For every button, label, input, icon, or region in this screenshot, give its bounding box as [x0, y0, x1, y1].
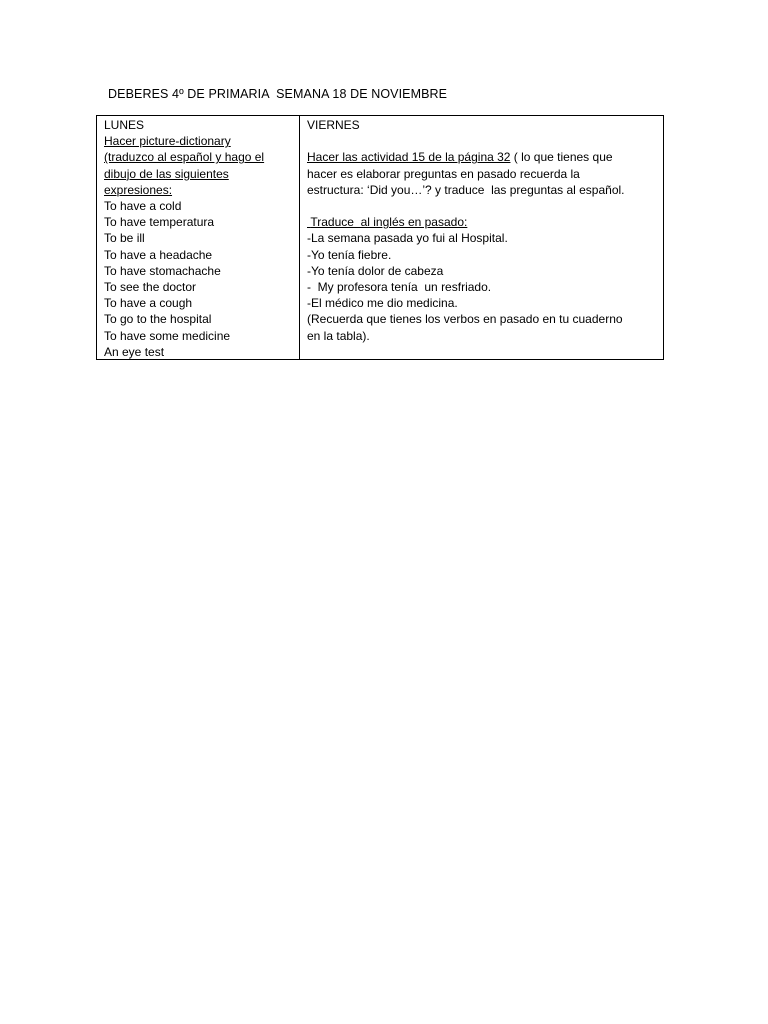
translate-heading: Traduce al inglés en pasado: — [307, 215, 468, 230]
monday-instruction-line: expresiones: — [104, 182, 173, 197]
expression-item: To go to the hospital — [104, 312, 212, 327]
reminder-text: en la tabla). — [307, 328, 370, 343]
expression-item: To have some medicine — [104, 328, 231, 343]
sentence-item: - My profesora tenía un resfriado. — [307, 280, 492, 294]
spacer — [307, 133, 656, 149]
monday-column — [97, 116, 300, 359]
reminder-text: (Recuerda que tienes los verbos en pasado en tu cuaderno — [307, 312, 623, 327]
activity-line — [307, 149, 656, 165]
homework-table — [96, 115, 664, 360]
monday-heading: LUNES — [104, 118, 145, 132]
friday-column — [300, 116, 663, 359]
expression-item: To have a cold — [104, 199, 182, 214]
spacer — [307, 198, 656, 214]
sentence-item: -Yo tenía dolor de cabeza — [307, 263, 444, 278]
expression-item: To see the doctor — [104, 280, 197, 295]
monday-instruction-line: dibujo de las siguientes — [104, 166, 229, 181]
monday-instruction-line: (traduzco al español y hago el — [104, 150, 265, 165]
expression-item: To have temperatura — [104, 215, 215, 230]
sentence-item: -Yo tenía fiebre. — [307, 247, 392, 262]
expression-item: To have a headache — [104, 247, 213, 262]
activity-reference: Hacer las actividad 15 de la página 32 — [307, 150, 511, 165]
activity-text: hacer es elaborar preguntas en pasado recuerda la — [307, 166, 580, 181]
expression-item: To have a cough — [104, 296, 193, 311]
sentence-item: -La semana pasada yo fui al Hospital. — [307, 231, 508, 246]
expression-item: An eye test — [104, 344, 165, 359]
sentence-item: -El médico me dio medicina. — [307, 296, 458, 311]
activity-text: ( lo que tienes que — [510, 150, 613, 165]
page-title: DEBERES 4º DE PRIMARIA SEMANA 18 DE NOVIEMBRE — [108, 87, 448, 101]
expression-item: To have stomachache — [104, 263, 221, 278]
monday-instruction-line: Hacer picture-dictionary — [104, 134, 231, 149]
activity-text: estructura: ‘Did you…’? y traduce las preguntas al español. — [307, 182, 625, 197]
friday-heading: VIERNES — [307, 118, 360, 132]
expression-item: To be ill — [104, 231, 145, 246]
